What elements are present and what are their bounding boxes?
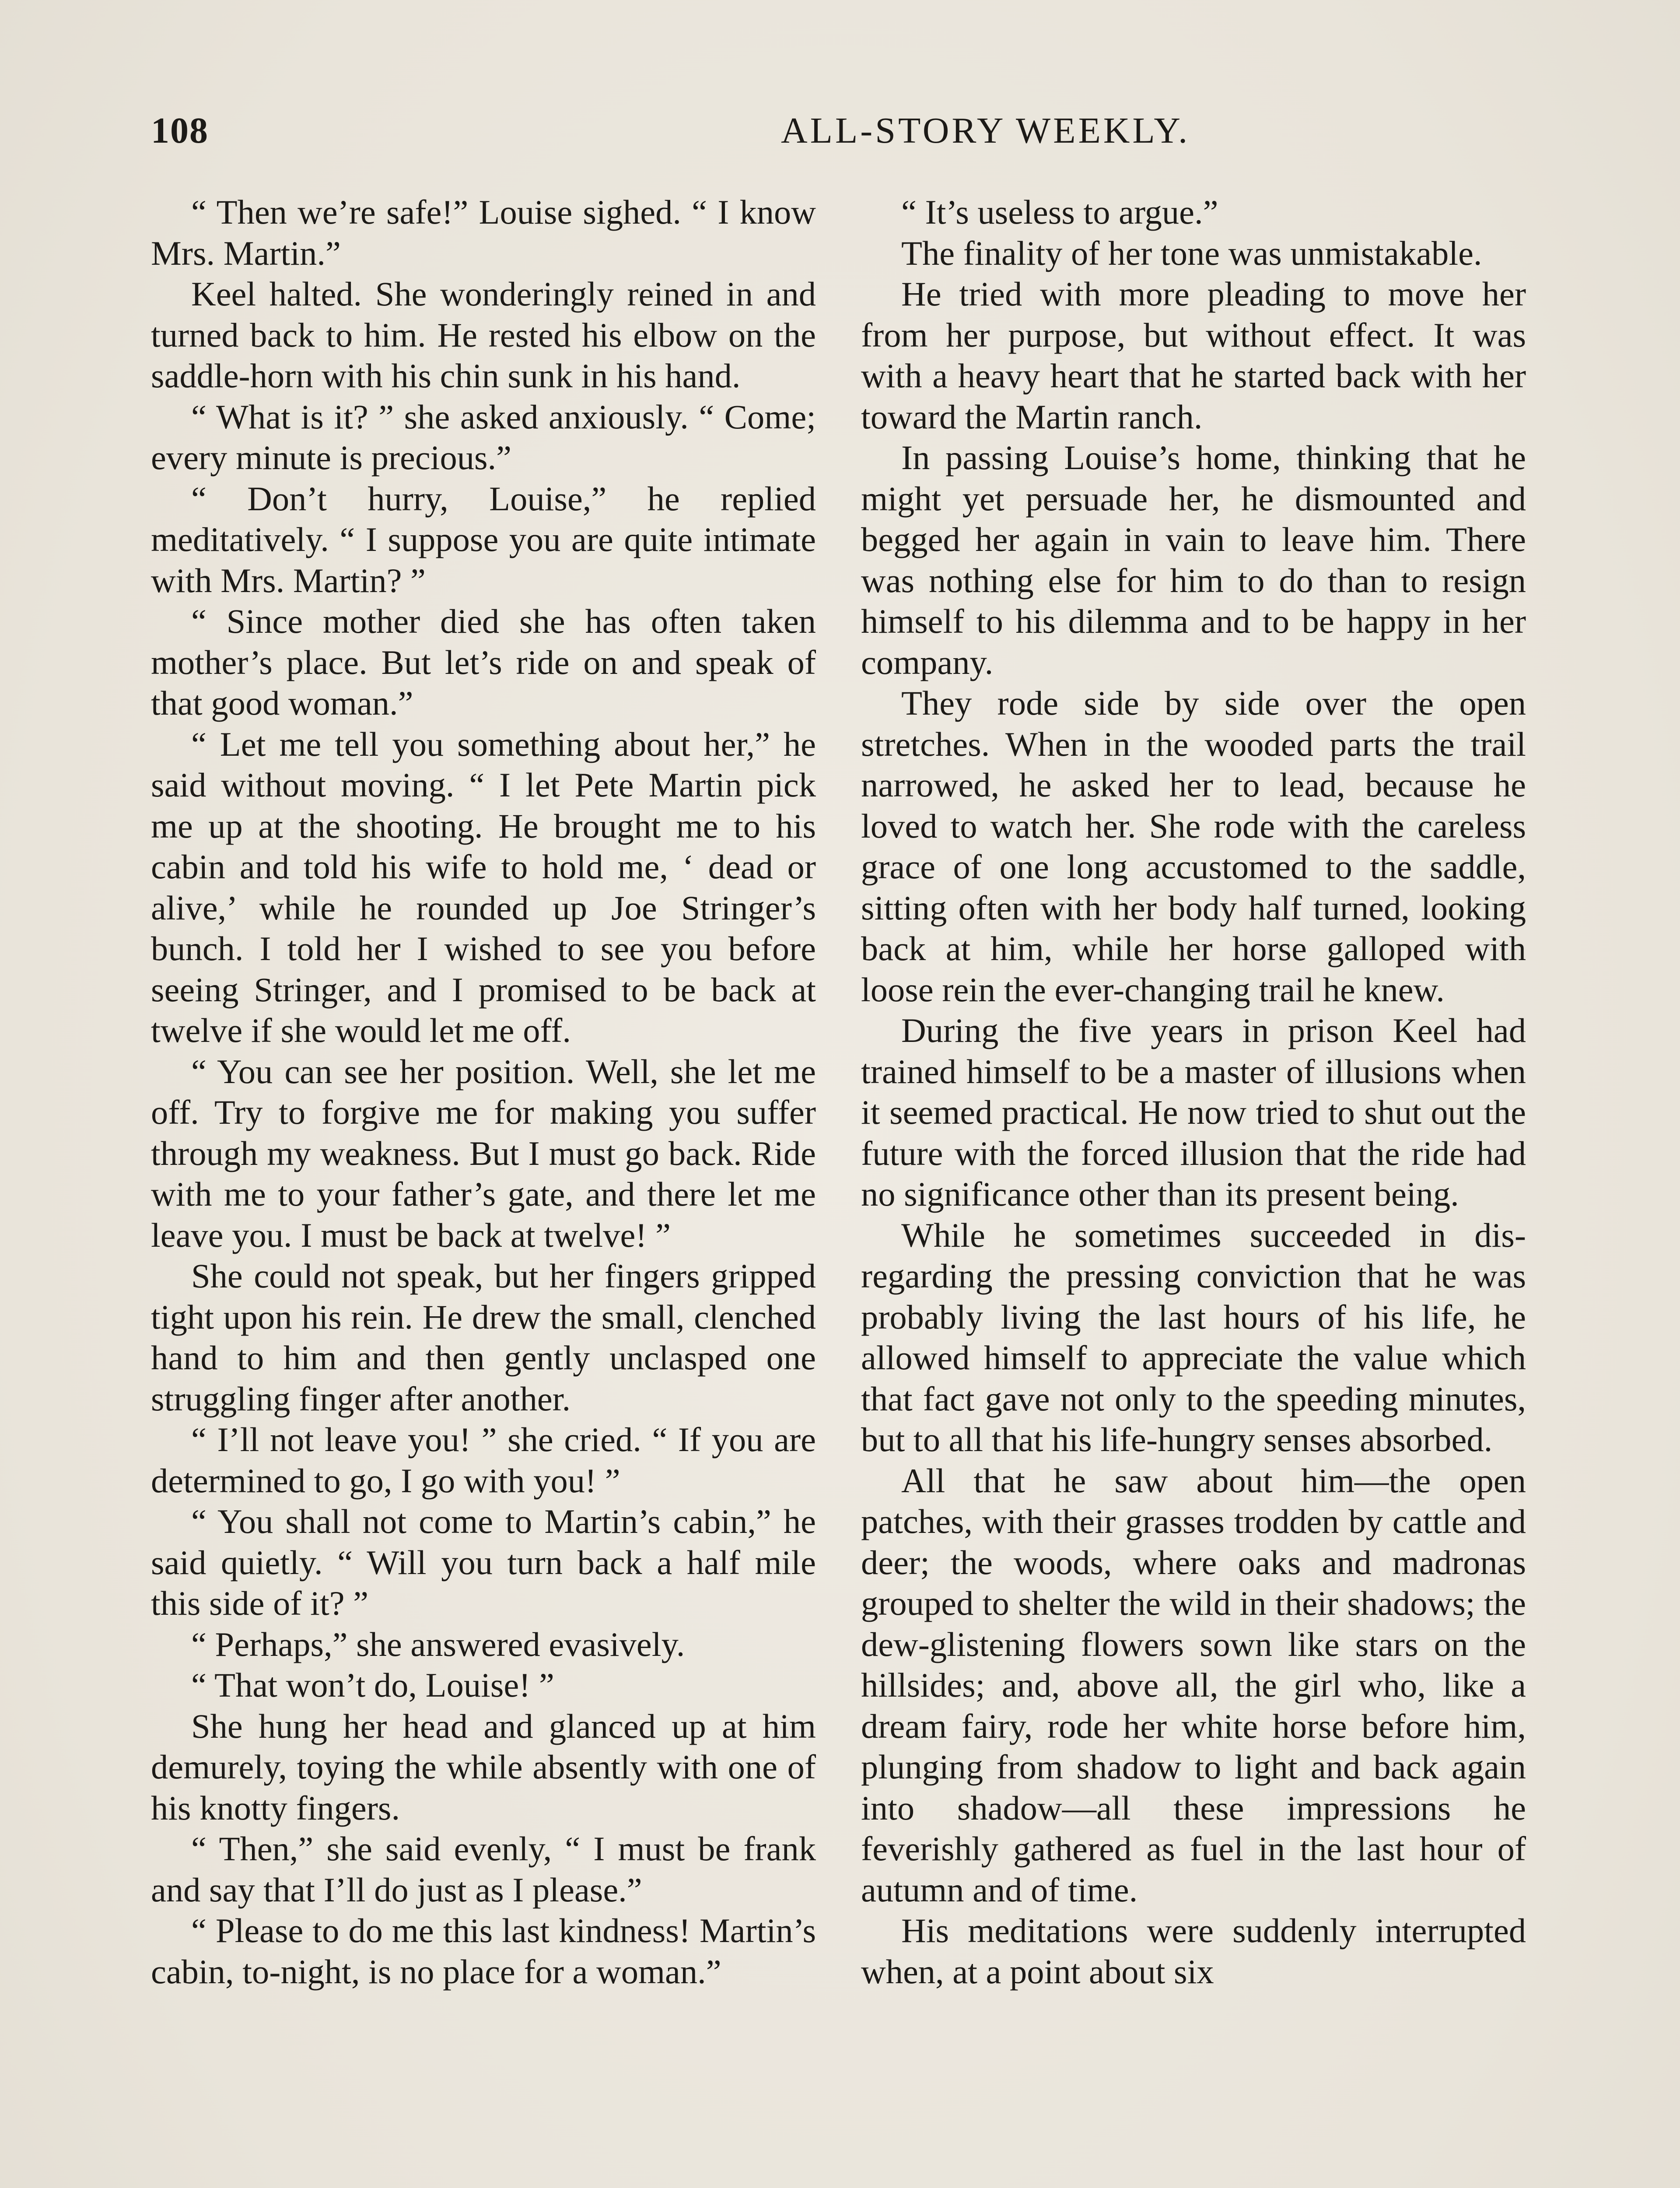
paragraph: “ Let me tell you something about her,” he said without moving. “ I let Pete Martin pick me up at the shooting. He brought me to his cabin and told his wife to hold me, ‘ dead or alive,’ while he rounded up Joe Stringer’s bunch. I told her I wished to see you before seeing Stringer, and I promised to be back at twelve if she would let me off. [151, 725, 816, 1049]
paragraph: “ Then we’re safe!” Louise sighed. “ I know Mrs. Martin.” [151, 193, 816, 272]
paragraph: The finality of her tone was unmistakable. [901, 234, 1482, 272]
paragraph: “ Please to do me this last kindness! Martin’s cabin, to-night, is no place for a woman.” [151, 1911, 816, 1991]
page-number: 108 [151, 110, 209, 151]
paragraph: “ Then,” she said evenly, “ I must be frank and say that I’ll do just as I please.” [151, 1830, 816, 1909]
left-column [151, 192, 816, 1992]
paragraph: While he sometimes succeeded in disregarding the pressing conviction that he was probably living the last hours of his life, he allowed himself to appreciate the value which that fact gave not only to the speeding minutes, but to all that his life-hungry senses absorbed. [861, 1216, 1526, 1459]
paragraph: “ Since mother died she has often taken mother’s place. But let’s ride on and speak of that good woman.” [151, 602, 816, 722]
right-column [861, 192, 1526, 1992]
paragraph: She could not speak, but her fingers gripped tight upon his rein. He drew the small, clenched hand to him and then gently unclasped one struggling finger after another. [151, 1257, 816, 1418]
paragraph: In passing Louise’s home, thinking that he might yet persuade her, he dismounted and begged her again in vain to leave him. There was nothing else for him to do than to resign himself to his dilemma and to be happy in her company. [861, 438, 1526, 681]
paragraph: His meditations were suddenly interrupted when, at a point about six [861, 1911, 1526, 1991]
page-header [151, 109, 1529, 162]
paragraph: During the five years in prison Keel had trained himself to be a master of illusions when it seemed practical. He now tried to shut out the future with the forced illusion that the ride had no significance other than its present being. [861, 1011, 1526, 1213]
running-head: ALL-STORY WEEKLY. [781, 110, 1190, 151]
paragraph: “ That won’t do, Louise! ” [191, 1666, 554, 1704]
paragraph: Keel halted. She wonderingly reined in and turned back to him. He rested his elbow on the saddle-horn with his chin sunk in his hand. [151, 275, 816, 395]
paragraph: “ You can see her position. Well, she let me off. Try to forgive me for making you suffer through my weakness. But I must go back. Ride with me to your father’s gate, and there let me leave you. I must be back at twelve! ” [151, 1052, 816, 1254]
paragraph: They rode side by side over the open stretches. When in the wooded parts the trail narrowed, he asked her to lead, because he loved to watch her. She rode with the careless grace of one long accustomed to the saddle, sitting often with her body half turned, looking back at him, while her horse galloped with loose rein the ever-changing trail he knew. [861, 684, 1526, 1009]
paragraph: “ What is it? ” she asked anxiously. “ Come; every minute is precious.” [151, 397, 816, 477]
paragraph: All that he saw about him—the open patches, with their grasses trodden by cattle and deer; the woods, where oaks and madronas grouped to shelter the wild in their shadows; the dew-glistening flowers sown like stars on the hillsides; and, above all, the girl who, like a dream fairy, rode her white horse before him, plunging from shadow to light and back again into shadow—all these impressions he feverishly gathered as fuel in the last hour of autumn and of time. [861, 1461, 1526, 1909]
paragraph: “ Perhaps,” she answered evasively. [191, 1625, 685, 1663]
paragraph: “ I’ll not leave you! ” she cried. “ If you are determined to go, I go with you! ” [151, 1420, 816, 1500]
paragraph: “ It’s useless to argue.” [901, 193, 1218, 231]
paragraph: “ You shall not come to Martin’s cabin,” he said quietly. “ Will you turn back a half mile this side of it? ” [151, 1502, 816, 1622]
paragraph: He tried with more pleading to move her from her purpose, but without effect. It was with a heavy heart that he started back with her toward the Martin ranch. [861, 275, 1526, 436]
paragraph: “ Don’t hurry, Louise,” he replied meditatively. “ I suppose you are quite intimate with Mrs. Martin? ” [151, 479, 816, 600]
paragraph: She hung her head and glanced up at him demurely, toying the while absently with one of his knotty fingers. [151, 1707, 816, 1827]
